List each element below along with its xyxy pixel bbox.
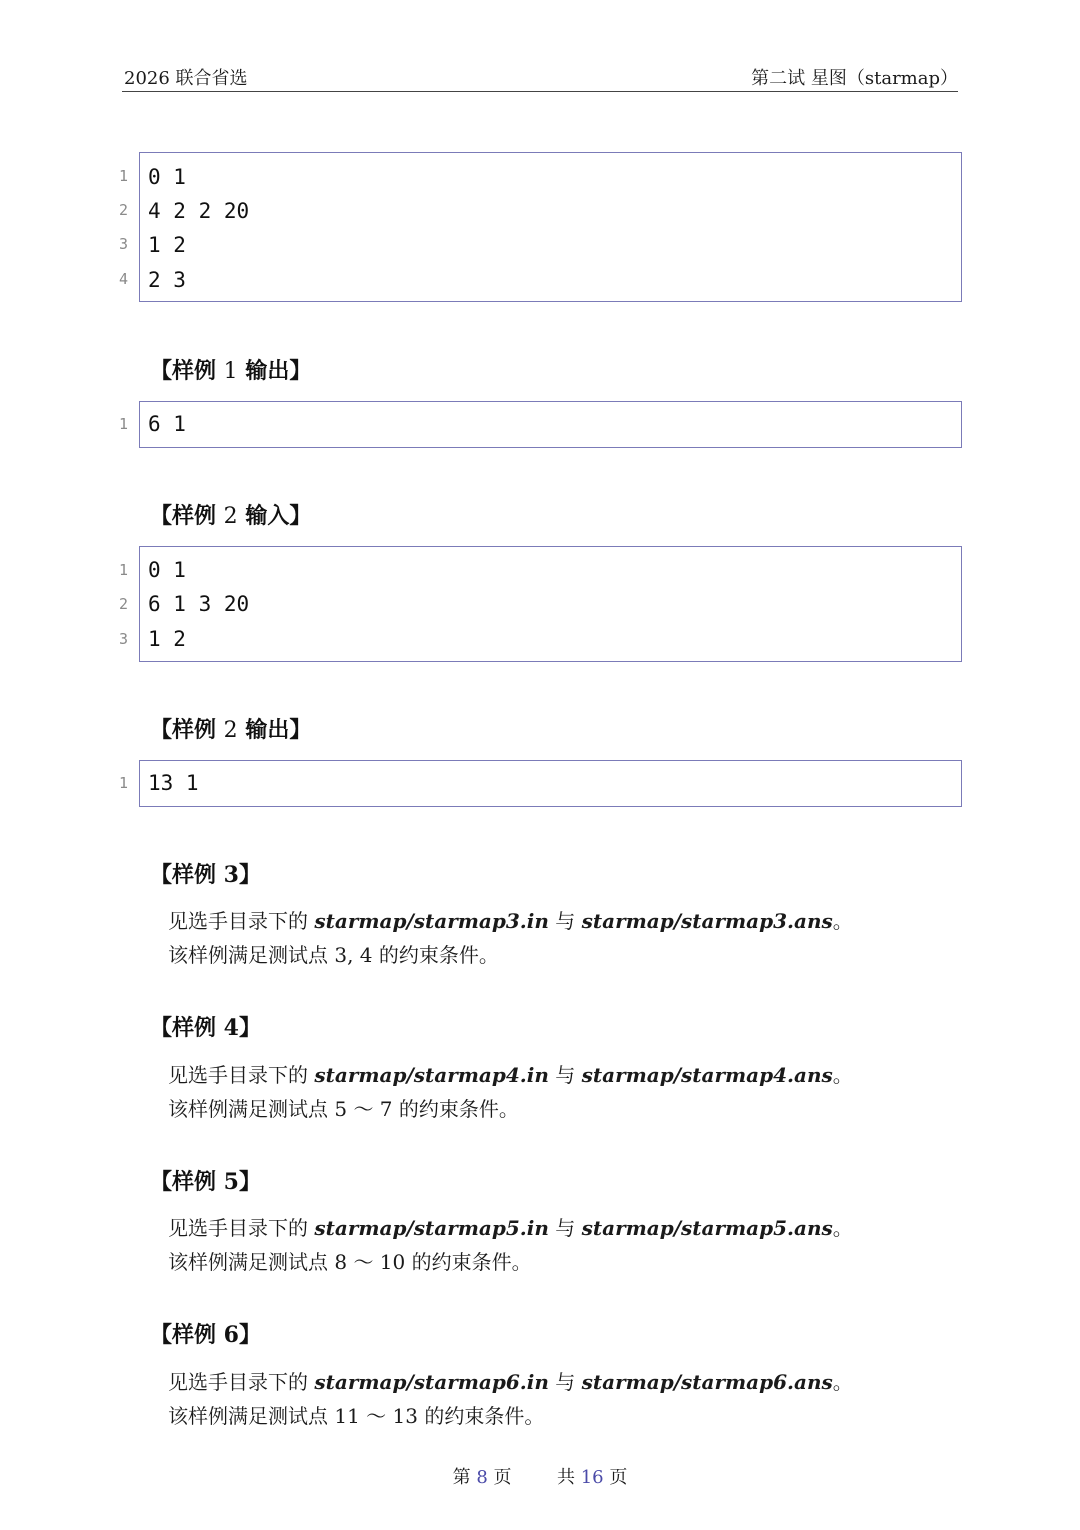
sample-4-files-line: 见选手目录下的 starmap/starmap4.in 与 starmap/starmap4.ans。 <box>168 1063 853 1087</box>
line-number: 1 <box>118 774 128 792</box>
input-file-path: starmap/starmap4.in <box>314 1063 549 1087</box>
sample-4-heading: 【样例 4】 <box>150 1015 261 1041</box>
code-line: 1 2 <box>148 233 186 257</box>
sample-4-constraint: 该样例满足测试点 5 ～ 7 的约束条件。 <box>168 1097 519 1121</box>
sample-2-input-heading: 【样例 2 输入】 <box>150 503 312 529</box>
code-line: 4 2 2 20 <box>148 199 250 223</box>
answer-file-path: starmap/starmap4.ans <box>581 1063 833 1087</box>
sample-3-constraint: 该样例满足测试点 3, 4 的约束条件。 <box>168 943 499 967</box>
line-number: 1 <box>118 415 128 433</box>
line-number: 2 <box>118 201 128 219</box>
sample-6-heading: 【样例 6】 <box>150 1322 261 1348</box>
sample-5-files-line: 见选手目录下的 starmap/starmap5.in 与 starmap/starmap5.ans。 <box>168 1216 853 1240</box>
code-line: 6 1 <box>148 412 186 436</box>
line-number: 4 <box>118 270 128 288</box>
answer-file-path: starmap/starmap5.ans <box>581 1216 833 1240</box>
header-rule <box>122 91 958 92</box>
current-page: 第 8 页 <box>452 1467 512 1488</box>
input-file-path: starmap/starmap6.in <box>314 1370 549 1394</box>
code-line: 2 3 <box>148 268 186 292</box>
code-line: 6 1 3 20 <box>148 592 250 616</box>
page-footer <box>0 1463 1080 1489</box>
line-number: 1 <box>118 561 128 579</box>
line-number: 3 <box>118 235 128 253</box>
sample-6-files-line: 见选手目录下的 starmap/starmap6.in 与 starmap/starmap6.ans。 <box>168 1370 853 1394</box>
code-line: 0 1 <box>148 558 186 582</box>
sample-3-files-line: 见选手目录下的 starmap/starmap3.in 与 starmap/starmap3.ans。 <box>168 909 853 933</box>
code-box <box>139 152 962 302</box>
code-line: 1 2 <box>148 627 186 651</box>
sample-3-heading: 【样例 3】 <box>150 862 261 888</box>
line-number: 1 <box>118 167 128 185</box>
answer-file-path: starmap/starmap3.ans <box>581 909 833 933</box>
sample-6-constraint: 该样例满足测试点 11 ～ 13 的约束条件。 <box>168 1404 545 1428</box>
sample-2-output-heading: 【样例 2 输出】 <box>150 717 312 743</box>
code-box <box>139 760 962 807</box>
code-line: 0 1 <box>148 165 186 189</box>
answer-file-path: starmap/starmap6.ans <box>581 1370 833 1394</box>
input-file-path: starmap/starmap3.in <box>314 909 549 933</box>
sample-5-constraint: 该样例满足测试点 8 ～ 10 的约束条件。 <box>168 1250 532 1274</box>
total-pages: 共 16 页 <box>557 1467 628 1488</box>
line-number: 3 <box>118 630 128 648</box>
code-line: 13 1 <box>148 771 199 795</box>
input-file-path: starmap/starmap5.in <box>314 1216 549 1240</box>
code-box <box>139 546 962 662</box>
sample-5-heading: 【样例 5】 <box>150 1169 261 1195</box>
header-problem-title: 第二试 星图（starmap） <box>751 68 958 89</box>
line-number: 2 <box>118 595 128 613</box>
sample-1-output-heading: 【样例 1 输出】 <box>150 358 312 384</box>
header-contest-title: 2026 联合省选 <box>124 68 248 89</box>
code-box <box>139 401 962 448</box>
